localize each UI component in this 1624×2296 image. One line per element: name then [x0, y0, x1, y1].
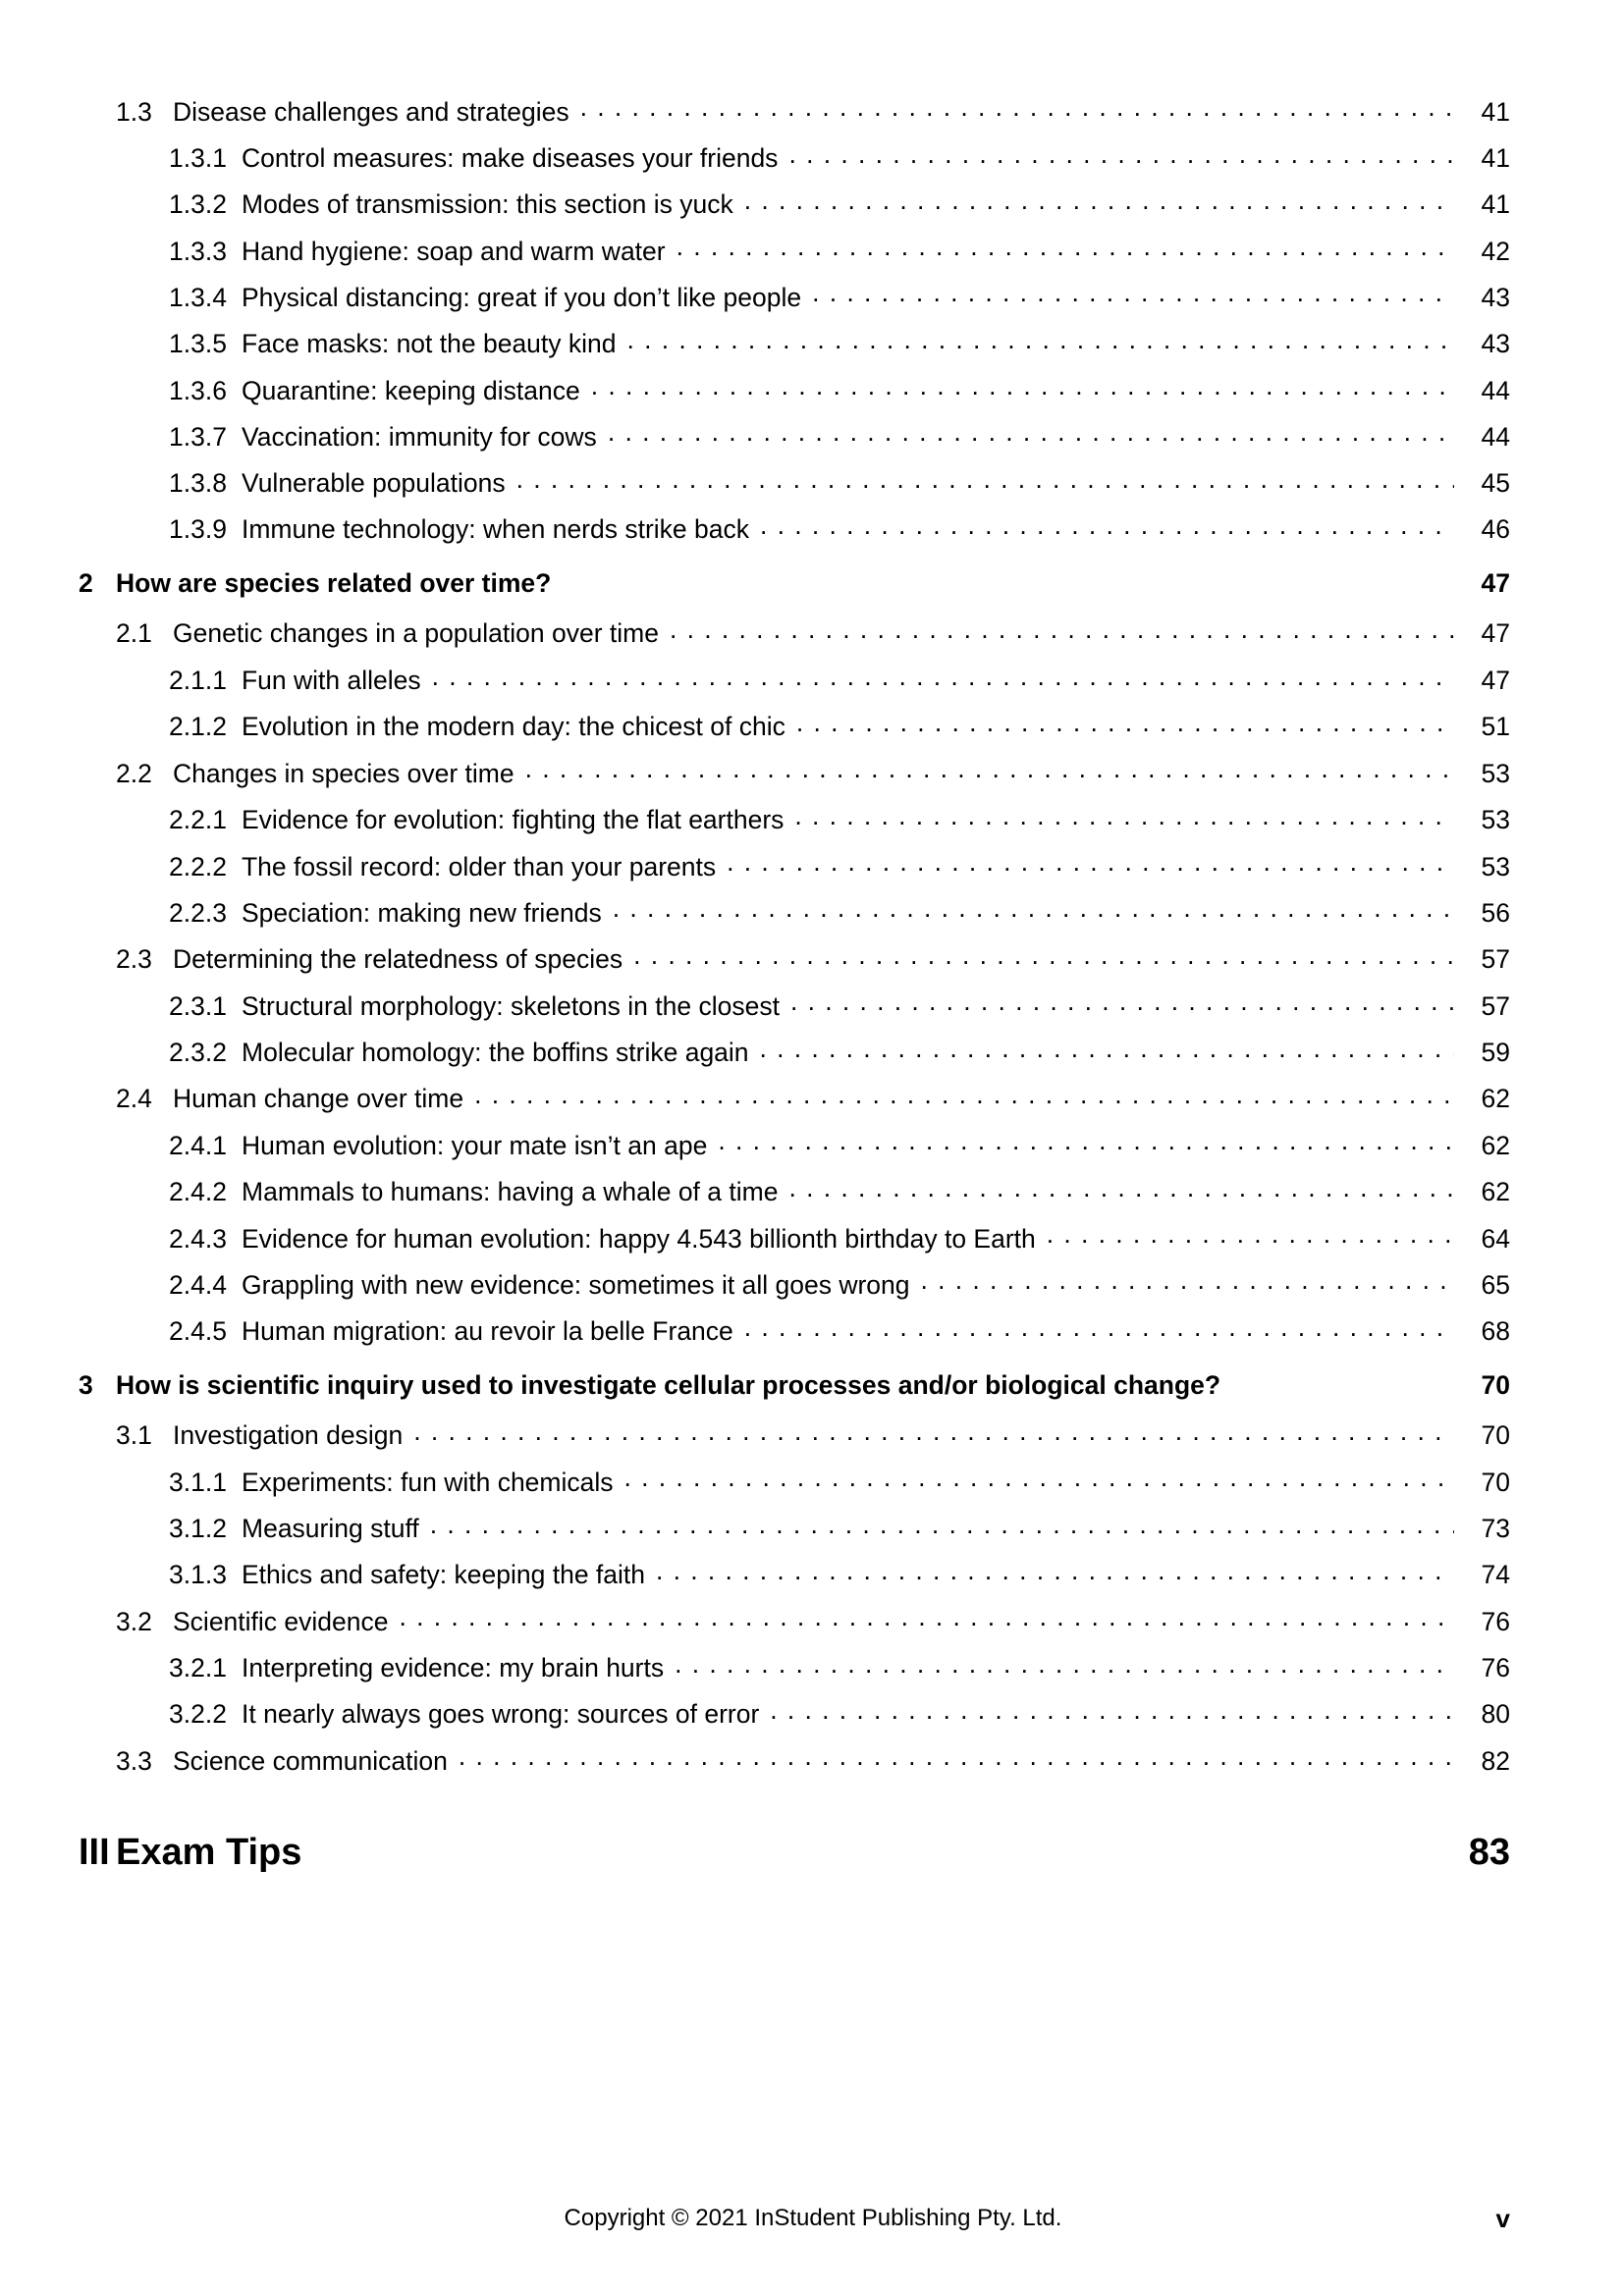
toc-entry-number: 2.2.1: [169, 805, 227, 835]
toc-entry-page-number: 53: [1481, 805, 1510, 835]
toc-entry-title: Investigation design: [173, 1420, 404, 1451]
toc-entry-number: 2.4.4: [169, 1269, 227, 1300]
toc-entry-page-number: 65: [1481, 1269, 1510, 1300]
toc-entry-title: Vaccination: immunity for cows: [242, 421, 597, 452]
toc-entry-number: 1.3.7: [169, 421, 227, 452]
toc-entry-chapter[interactable]: [79, 1368, 1510, 1401]
toc-entry-number: 1.3.5: [169, 329, 227, 359]
toc-dot-leader: [432, 664, 1454, 690]
toc-dot-leader: [677, 234, 1454, 260]
toc-entry-title: Experiments: fun with chemicals: [242, 1467, 614, 1497]
toc-dot-leader: [1047, 1221, 1454, 1248]
toc-entry-page-number: 42: [1481, 236, 1510, 266]
toc-entry-section[interactable]: [116, 756, 1510, 786]
copyright-notice: Copyright © 2021 InStudent Publishing Pty. Ltd.: [564, 2205, 1062, 2231]
toc-entry-number: 3.1.3: [169, 1560, 227, 1590]
toc-entry-part[interactable]: [79, 1827, 1510, 1874]
toc-entry-number: 3.2.1: [169, 1653, 227, 1683]
toc-entry-page-number: 46: [1481, 514, 1510, 545]
toc-dot-leader: [670, 616, 1454, 643]
toc-entry-title: Immune technology: when nerds strike back: [242, 514, 750, 545]
toc-entry-title: Physical distancing: great if you don’t like people: [242, 282, 802, 312]
toc-dot-leader: [921, 1267, 1455, 1294]
toc-entry-title: Human evolution: your mate isn’t an ape: [242, 1130, 708, 1160]
toc-dot-leader: [760, 512, 1454, 539]
toc-dot-leader: [459, 1743, 1454, 1770]
toc-entry-title: Hand hygiene: soap and warm water: [242, 236, 666, 266]
toc-entry-title: Human migration: au revoir la belle France: [242, 1316, 733, 1347]
toc-entry-subsection[interactable]: [116, 141, 1510, 172]
toc-entry-subsection[interactable]: [116, 280, 1510, 310]
toc-entry-section[interactable]: [116, 1743, 1510, 1774]
toc-dot-leader: [770, 1697, 1454, 1724]
toc-entry-number: 2.4.1: [169, 1130, 227, 1160]
toc-entry-number: 1.3: [116, 96, 152, 127]
toc-entry-title: Measuring stuff: [242, 1514, 419, 1543]
toc-dot-leader: [788, 1175, 1454, 1201]
toc-entry-page-number: 57: [1481, 944, 1510, 975]
toc-dot-leader: [591, 373, 1454, 400]
toc-entry-title: Human change over time: [173, 1084, 464, 1114]
toc-entry-title: Scientific evidence: [173, 1606, 389, 1636]
toc-entry-page-number: 73: [1481, 1514, 1510, 1543]
toc-entry-number: 2.2: [116, 758, 152, 788]
toc-entry-number: 3.1: [116, 1420, 152, 1451]
toc-entry-title: How is scientific inquiry used to investigate cellular processes and/or biological change?: [116, 1370, 1221, 1401]
toc-entry-title: Molecular homology: the boffins strike again: [242, 1038, 749, 1068]
toc-entry-number: 2.4.3: [169, 1223, 227, 1254]
toc-entry-subsection[interactable]: [116, 849, 1510, 880]
toc-dot-leader: [812, 280, 1454, 306]
toc-entry-page-number: 76: [1481, 1653, 1510, 1683]
toc-entry-number: 2.1: [116, 618, 152, 649]
toc-entry-title: Face masks: not the beauty kind: [242, 329, 617, 359]
toc-entry-number: 3.1.2: [169, 1514, 227, 1543]
toc-dot-leader: [474, 1082, 1454, 1108]
toc-entry-title: Interpreting evidence: my brain hurts: [242, 1653, 665, 1683]
toc-entry-page-number: 53: [1481, 851, 1510, 881]
toc-entry-page-number: 41: [1481, 189, 1510, 220]
toc-entry-number: 2.3.2: [169, 1038, 227, 1068]
toc-entry-number: 2.2.2: [169, 851, 227, 881]
toc-dot-leader: [675, 1651, 1454, 1678]
toc-entry-subsection[interactable]: [116, 1128, 1510, 1158]
toc-entry-title: Evolution in the modern day: the chicest of chic: [242, 712, 785, 742]
toc-entry-number: 1.3.8: [169, 468, 227, 499]
toc-dot-leader: [790, 988, 1454, 1015]
toc-dot-leader: [744, 187, 1454, 214]
toc-dot-leader: [551, 566, 1454, 593]
toc-entry-page-number: 45: [1481, 468, 1510, 499]
toc-entry-title: Determining the relatedness of species: [173, 944, 623, 975]
toc-dot-leader: [613, 895, 1454, 922]
toc-entry-title: Vulnerable populations: [242, 468, 506, 499]
toc-dot-leader: [516, 466, 1454, 493]
toc-entry-number: 1.3.3: [169, 236, 227, 266]
toc-dot-leader: [413, 1418, 1454, 1445]
toc-entry-subsection[interactable]: [116, 803, 1510, 833]
toc-dot-leader: [788, 141, 1454, 168]
toc-dot-leader: [727, 849, 1454, 876]
toc-entry-page-number: 43: [1481, 329, 1510, 359]
toc-entry-title: Modes of transmission: this section is yuck: [242, 189, 733, 220]
toc-dot-leader: [525, 756, 1454, 782]
toc-entry-title: How are species related over time?: [116, 568, 552, 599]
toc-dot-leader: [301, 1827, 1438, 1864]
toc-entry-page-number: 70: [1481, 1420, 1510, 1451]
toc-dot-leader: [580, 94, 1454, 121]
toc-entry-subsection[interactable]: [116, 327, 1510, 357]
toc-entry-title: It nearly always goes wrong: sources of error: [242, 1699, 760, 1730]
toc-dot-leader: [430, 1512, 1454, 1538]
toc-entry-page-number: 56: [1481, 897, 1510, 928]
toc-entry-section[interactable]: [116, 94, 1510, 125]
toc-entry-subsection[interactable]: [116, 1267, 1510, 1298]
toc-entry-page-number: 64: [1481, 1223, 1510, 1254]
toc-entry-title: Fun with alleles: [242, 666, 421, 696]
toc-entry-page-number: 82: [1481, 1745, 1510, 1776]
toc-entry-page-number: 59: [1481, 1038, 1510, 1068]
toc-entry-page-number: 80: [1481, 1699, 1510, 1730]
toc-entry-title: Evidence for evolution: fighting the flat earthers: [242, 805, 785, 835]
toc-dot-leader: [744, 1314, 1454, 1341]
toc-entry-number: 2.3.1: [169, 990, 227, 1021]
toc-entry-subsection[interactable]: [116, 419, 1510, 450]
toc-entry-number: 1.3.1: [169, 143, 227, 174]
toc-entry-page-number: 62: [1481, 1084, 1510, 1114]
toc-entry-title: Speciation: making new friends: [242, 897, 602, 928]
toc-entry-page-number: 47: [1481, 618, 1510, 649]
toc-dot-leader: [760, 1036, 1454, 1062]
toc-entry-subsection[interactable]: [116, 1651, 1510, 1682]
toc-dot-leader: [794, 803, 1454, 829]
toc-entry-number: 3: [79, 1370, 93, 1401]
table-of-contents-list: [79, 94, 1510, 1874]
toc-dot-leader: [399, 1604, 1454, 1630]
toc-entry-subsection[interactable]: [116, 373, 1510, 403]
toc-entry-page-number: 62: [1481, 1177, 1510, 1207]
toc-entry-page-number: 83: [1468, 1832, 1510, 1874]
toc-entry-number: 1.3.6: [169, 375, 227, 405]
toc-entry-title: Evidence for human evolution: happy 4.543 billionth birthday to Earth: [242, 1223, 1036, 1254]
toc-entry-subsection[interactable]: [116, 1175, 1510, 1205]
toc-entry-page-number: 44: [1481, 421, 1510, 452]
toc-entry-page-number: 43: [1481, 282, 1510, 312]
toc-entry-number: 2.4.5: [169, 1316, 227, 1347]
toc-dot-leader: [656, 1558, 1454, 1584]
toc-entry-section[interactable]: [116, 616, 1510, 647]
toc-entry-page-number: 62: [1481, 1130, 1510, 1160]
toc-entry-page-number: 57: [1481, 990, 1510, 1021]
toc-entry-title: Grappling with new evidence: sometimes it all goes wrong: [242, 1269, 910, 1300]
toc-entry-page-number: 47: [1481, 666, 1510, 696]
toc-dot-leader: [1220, 1368, 1454, 1395]
toc-entry-page-number: 51: [1481, 712, 1510, 742]
toc-entry-subsection[interactable]: [116, 512, 1510, 543]
footer-page-number: v: [1495, 2204, 1510, 2233]
toc-entry-number: 2.2.3: [169, 897, 227, 928]
toc-entry-subsection[interactable]: [116, 895, 1510, 926]
toc-entry-number: 1.3.4: [169, 282, 227, 312]
toc-entry-section[interactable]: [116, 1082, 1510, 1112]
toc-entry-page-number: 41: [1481, 143, 1510, 174]
toc-entry-subsection[interactable]: [116, 1036, 1510, 1066]
toc-entry-subsection[interactable]: [116, 187, 1510, 218]
toc-dot-leader: [633, 942, 1454, 969]
toc-entry-title: The fossil record: older than your parents: [242, 851, 717, 881]
toc-entry-subsection[interactable]: [116, 988, 1510, 1019]
toc-entry-subsection[interactable]: [116, 1697, 1510, 1728]
toc-entry-page-number: 41: [1481, 96, 1510, 127]
toc-entry-title: Control measures: make diseases your friends: [242, 143, 779, 174]
toc-entry-section[interactable]: [116, 1604, 1510, 1634]
toc-entry-number: 2.1.1: [169, 666, 227, 696]
toc-entry-page-number: 70: [1481, 1467, 1510, 1497]
toc-entry-title: Science communication: [173, 1745, 448, 1776]
toc-entry-subsection[interactable]: [116, 466, 1510, 497]
toc-entry-number: 2.4.2: [169, 1177, 227, 1207]
toc-dot-leader: [796, 710, 1454, 736]
toc-entry-section[interactable]: [116, 942, 1510, 973]
toc-entry-chapter[interactable]: [79, 566, 1510, 599]
toc-entry-number: 3.3: [116, 1745, 152, 1776]
toc-entry-subsection[interactable]: [116, 1221, 1510, 1252]
toc-entry-page-number: 44: [1481, 375, 1510, 405]
toc-entry-number: 3.2: [116, 1606, 152, 1636]
toc-entry-subsection[interactable]: [116, 664, 1510, 694]
toc-entry-number: 2.3: [116, 944, 152, 975]
toc-dot-leader: [718, 1128, 1454, 1154]
toc-entry-subsection[interactable]: [116, 1465, 1510, 1495]
toc-entry-title: Mammals to humans: having a whale of a time: [242, 1177, 779, 1207]
toc-entry-page-number: 76: [1481, 1606, 1510, 1636]
toc-entry-title: Disease challenges and strategies: [173, 96, 569, 127]
toc-entry-title: Genetic changes in a population over time: [173, 618, 659, 649]
toc-entry-page-number: 53: [1481, 758, 1510, 788]
toc-entry-number: 1.3.9: [169, 514, 227, 545]
toc-entry-number: 2: [79, 568, 93, 599]
page-footer: [116, 2202, 1510, 2235]
toc-entry-number: 1.3.2: [169, 189, 227, 220]
toc-entry-page-number: 74: [1481, 1560, 1510, 1590]
toc-entry-subsection[interactable]: [116, 710, 1510, 740]
toc-dot-leader: [624, 1465, 1454, 1491]
toc-entry-number: 2.1.2: [169, 712, 227, 742]
toc-entry-title: Structural morphology: skeletons in the closest: [242, 990, 780, 1021]
toc-entry-number: 2.4: [116, 1084, 152, 1114]
toc-entry-number: 3.2.2: [169, 1699, 227, 1730]
toc-entry-subsection[interactable]: [116, 234, 1510, 264]
toc-entry-number: 3.1.1: [169, 1467, 227, 1497]
toc-entry-title: Quarantine: keeping distance: [242, 375, 580, 405]
toc-entry-page-number: 68: [1481, 1316, 1510, 1347]
toc-dot-leader: [608, 419, 1454, 446]
toc-entry-subsection[interactable]: [116, 1558, 1510, 1588]
toc-dot-leader: [627, 327, 1454, 353]
toc-entry-number: III: [79, 1832, 110, 1874]
toc-entry-subsection[interactable]: [116, 1512, 1510, 1542]
toc-entry-title: Ethics and safety: keeping the faith: [242, 1560, 646, 1590]
toc-entry-title: Exam Tips: [116, 1832, 302, 1874]
toc-entry-section[interactable]: [116, 1418, 1510, 1449]
toc-entry-subsection[interactable]: [116, 1314, 1510, 1345]
toc-entry-page-number: 70: [1481, 1370, 1510, 1401]
toc-entry-title: Changes in species over time: [173, 758, 514, 788]
toc-entry-page-number: 47: [1481, 568, 1510, 599]
